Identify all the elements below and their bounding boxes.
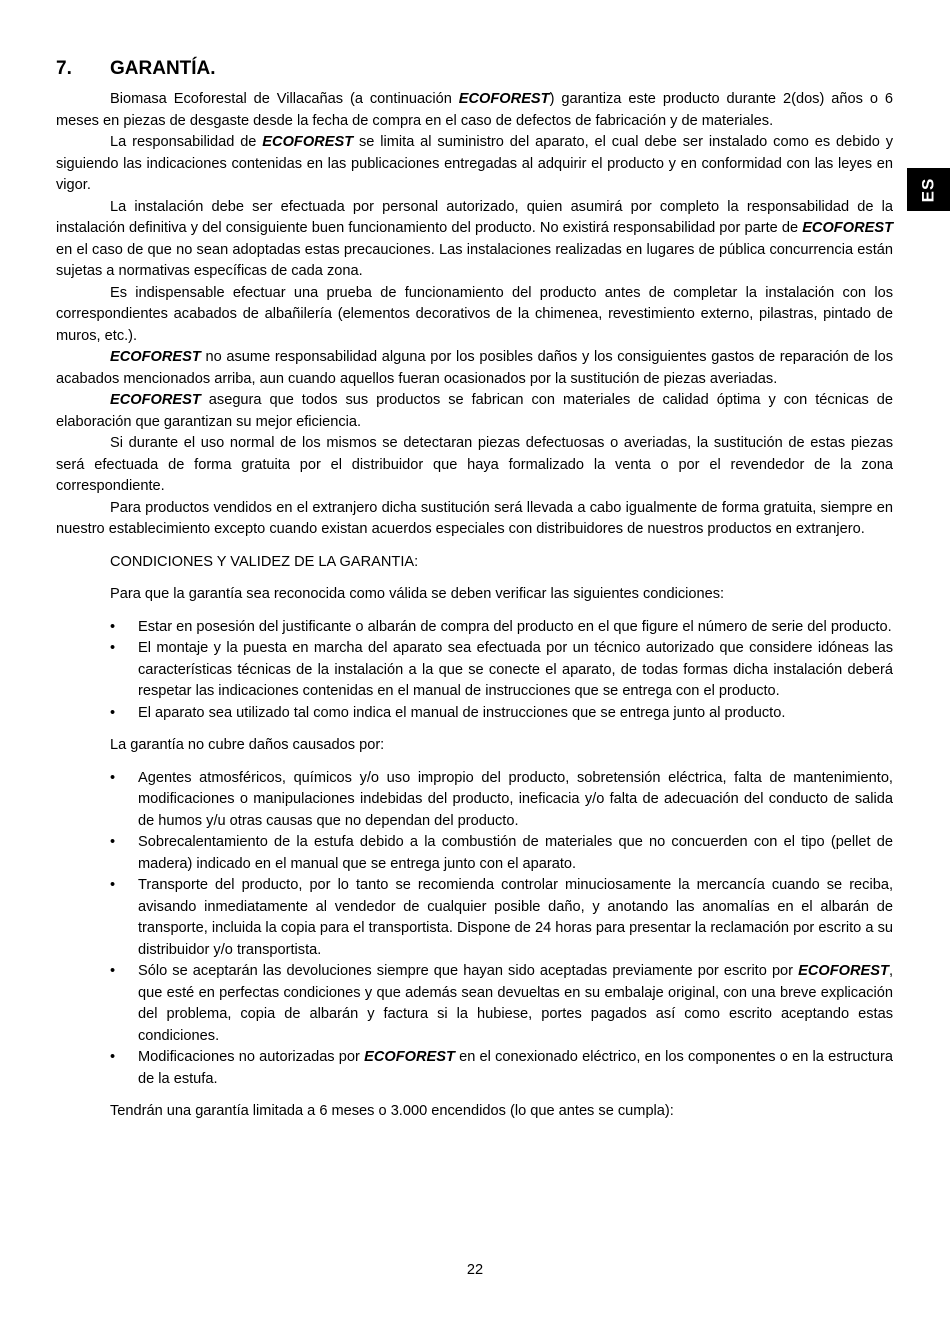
list-item: • Estar en posesión del justificante o albarán de compra del producto en el que figure el número de serie del producto. <box>110 617 893 639</box>
text: se limita al suministro del aparato, el cual debe ser instalado como es debido y siguiendo las indicaciones contenidas en las publicaciones entregadas al adquirir el producto y en conformidad con las leyes en vigor. <box>56 134 893 193</box>
list-item: • Agentes atmosféricos, químicos y/o uso impropio del producto, sobretensión eléctrica, falta de mantenimiento, modificaciones o manipulaciones indebidas del producto, ineficacia y/o falta de adecuación del conducto de salida de humos y/u otras causas que no dependan del producto. <box>110 768 893 833</box>
brand-name: ECOFOREST <box>798 963 889 979</box>
conditions-heading: CONDICIONES Y VALIDEZ DE LA GARANTIA: <box>110 553 419 570</box>
text: La responsabilidad de <box>110 134 263 150</box>
list-item: • Sobrecalentamiento de la estufa debido a la combustión de materiales que no concuerden con el tipo (pellet de madera) indicado en el manual que se entrega junto con el aparato. <box>110 832 893 875</box>
conditions-intro: Para que la garantía sea reconocida como válida se deben verificar las siguientes condiciones: <box>110 586 725 602</box>
limited-warranty: Tendrán una garantía limitada a 6 meses o 3.000 encendidos (lo que antes se cumpla): <box>110 1103 674 1119</box>
paragraph-5 <box>56 347 893 390</box>
page-number: 22 <box>466 1262 484 1278</box>
language-tab <box>907 168 950 211</box>
paragraph-8: Para productos vendidos en el extranjero dicha sustitución será llevada a cabo igualmente de forma gratuita, siempre en nuestro establecimiento excepto cuando existan acuerdos especiales con distribuidores de nuestros productos en extranjero. <box>56 499 893 537</box>
paragraph-7: Si durante el uso normal de los mismos se detectaran piezas defectuosas o averiadas, la sustitución de estas piezas será efectuada de forma gratuita por el distribuidor que haya formalizado la venta o por el revendedor de la zona correspondiente. <box>56 435 893 494</box>
brand-name: ECOFOREST <box>110 349 201 365</box>
paragraph-2 <box>56 132 893 197</box>
paragraph-4: Es indispensable efectuar una prueba de funcionamiento del producto antes de completar la instalación con los correspondientes acabados de albañilería (elementos decorativos de la chimenea, revestimiento externo, pilastras, pintado de muros, etc.). <box>56 284 893 344</box>
text: en el conexionado eléctrico, en los componentes o en la estructura de la estufa. <box>138 1049 893 1087</box>
section-title: GARANTÍA. <box>110 58 216 79</box>
section-heading <box>56 58 893 80</box>
paragraph-1 <box>56 89 893 132</box>
text: ) garantiza este producto durante 2(dos) años o 6 meses en piezas de desgaste desde la fecha de compra en el caso de defectos de fabricación y de materiales. <box>56 91 894 129</box>
list-item: • El montaje y la puesta en marcha del aparato sea efectuada por un técnico autorizado que considere idóneas las características técnicas de la instalación a la que se conecte el aparato, de todas formas dicha instalación deberá respetar las indicaciones contenidas en el manual de instrucciones que se entrega con el producto. <box>110 638 893 703</box>
text: asegura que todos sus productos se fabrican con materiales de calidad óptima y con técnicas de elaboración que garantizan su mejor eficiencia. <box>56 392 893 430</box>
text: Sólo se aceptarán las devoluciones siempre que hayan sido aceptadas previamente por escrito por <box>138 963 799 979</box>
text: La instalación debe ser efectuada por personal autorizado, quien asumirá por completo la responsabilidad de la instalación definitiva y del consiguiente buen funcionamiento del producto. No existirá responsabilidad por parte de <box>56 198 893 236</box>
text: Modificaciones no autorizadas por <box>138 1049 365 1065</box>
text: Biomasa Ecoforestal de Villacañas (a continuación <box>110 91 459 107</box>
list-item: • Transporte del producto, por lo tanto se recomienda controlar minuciosamente la mercancía cuando se reciba, avisando inmediatamente al vendedor de cualquier posible daño, y anotando las anomalías en el albarán de transporte, incluida la copia para el transportista. Dispone de 24 horas para presentar la reclamación por escrito a su distribuidor y/o transportista. <box>110 875 893 961</box>
text: en el caso de que no sean adoptadas estas precauciones. Las instalaciones realizadas en lugares de pública concurrencia están sujetas a normativas específicas de cada zona. <box>56 241 893 279</box>
document-page <box>56 58 893 1123</box>
brand-name: ECOFOREST <box>110 392 201 408</box>
brand-name: ECOFOREST <box>262 134 354 150</box>
brand-name: ECOFOREST <box>458 91 550 107</box>
text: no asume responsabilidad alguna por los posibles daños y los consiguientes gastos de reparación de los acabados mencionados arriba, aun cuando aquellos fueran ocasionados por la sustitución de piezas averiadas. <box>56 349 893 387</box>
exclusions-list <box>56 768 893 1091</box>
list-item <box>110 961 893 1047</box>
exclusions-intro: La garantía no cubre daños causados por: <box>110 737 385 753</box>
section-number: 7. <box>56 58 72 79</box>
text: , que esté en perfectas condiciones y que además sean devueltas en su embalaje original, con una breve explicación del problema, copia de albarán y factura si la hubiese, portes pagados así como escrito aceptando estas condiciones. <box>138 963 893 1044</box>
language-code: ES <box>918 177 938 202</box>
conditions-list <box>56 617 893 725</box>
brand-name: ECOFOREST <box>802 220 893 236</box>
list-item: • El aparato sea utilizado tal como indica el manual de instrucciones que se entrega junto al producto. <box>110 703 893 725</box>
paragraph-6 <box>56 390 893 433</box>
paragraph-3 <box>56 197 893 283</box>
brand-name: ECOFOREST <box>364 1049 455 1065</box>
list-item <box>110 1047 893 1090</box>
